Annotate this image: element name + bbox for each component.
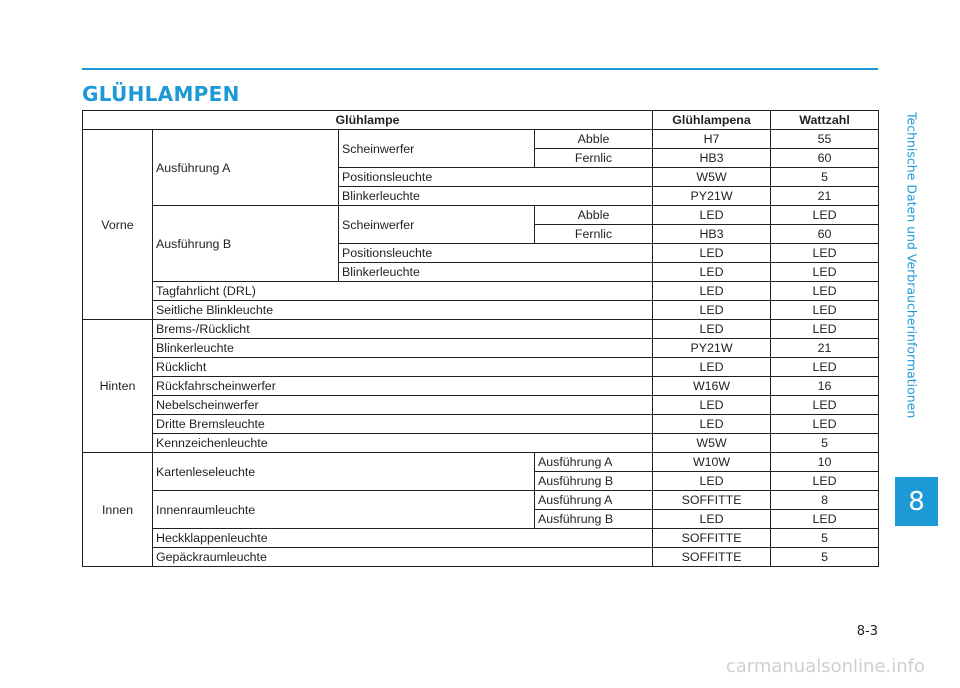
bulb-type-cell: LED — [653, 263, 771, 282]
wattage-cell: LED — [771, 472, 879, 491]
wattage-cell: 8 — [771, 491, 879, 510]
table-row — [83, 320, 879, 339]
table-row — [83, 396, 879, 415]
wattage-cell: LED — [771, 206, 879, 225]
wattage-cell: LED — [771, 415, 879, 434]
headlamp-label: Scheinwerfer — [339, 206, 535, 244]
group-hinten: Hinten — [83, 320, 153, 453]
group-innen: Innen — [83, 453, 153, 567]
wattage-cell: LED — [771, 320, 879, 339]
page-number: 8-3 — [856, 624, 878, 639]
wattage-cell: 5 — [771, 548, 879, 567]
bulb-type-cell: LED — [653, 282, 771, 301]
table-row — [83, 548, 879, 567]
bulb-type-cell: W5W — [653, 434, 771, 453]
room-lamp-label: Innenraumleuchte — [153, 491, 535, 529]
rear-lamp-label: Blinkerleuchte — [153, 339, 653, 358]
wattage-cell: 60 — [771, 225, 879, 244]
table-row — [83, 206, 879, 225]
bulb-type-cell: LED — [653, 320, 771, 339]
wattage-cell: LED — [771, 301, 879, 320]
version-label: Ausführung B — [535, 510, 653, 529]
bulb-type-cell: H7 — [653, 130, 771, 149]
table-row — [83, 301, 879, 320]
bulb-table — [82, 110, 879, 567]
position-lamp-label: Positionsleuchte — [339, 244, 653, 263]
chapter-side-label — [892, 60, 932, 470]
wattage-cell: 5 — [771, 434, 879, 453]
header-bulb-type: Glühlampena — [653, 111, 771, 130]
chapter-number-badge: 8 — [895, 477, 938, 526]
wattage-cell: LED — [771, 282, 879, 301]
bulb-type-cell: LED — [653, 206, 771, 225]
top-rule — [82, 68, 878, 70]
table-row — [83, 491, 879, 510]
wattage-cell: LED — [771, 358, 879, 377]
turn-signal-label: Blinkerleuchte — [339, 187, 653, 206]
bulb-type-cell: SOFFITTE — [653, 491, 771, 510]
bulb-type-cell: LED — [653, 396, 771, 415]
table-row — [83, 415, 879, 434]
rear-lamp-label: Brems-/Rücklicht — [153, 320, 653, 339]
rear-lamp-label: Rücklicht — [153, 358, 653, 377]
table-row — [83, 453, 879, 472]
wattage-cell: 5 — [771, 529, 879, 548]
page-title: GLÜHLAMPEN — [82, 82, 240, 106]
bulb-type-cell: PY21W — [653, 339, 771, 358]
bulb-type-cell: LED — [653, 244, 771, 263]
bulb-type-cell: HB3 — [653, 225, 771, 244]
bulb-type-cell: LED — [653, 472, 771, 491]
bulb-type-cell: SOFFITTE — [653, 548, 771, 567]
rear-lamp-label: Rückfahrscheinwerfer — [153, 377, 653, 396]
rear-lamp-label: Nebelscheinwerfer — [153, 396, 653, 415]
turn-signal-label: Blinkerleuchte — [339, 263, 653, 282]
table-row — [83, 339, 879, 358]
high-beam-label: Fernlic — [535, 225, 653, 244]
wattage-cell: 21 — [771, 339, 879, 358]
bulb-type-cell: PY21W — [653, 187, 771, 206]
table-row — [83, 434, 879, 453]
table-row — [83, 130, 879, 149]
group-vorne: Vorne — [83, 130, 153, 320]
bulb-type-cell: W5W — [653, 168, 771, 187]
low-beam-label: Abble — [535, 206, 653, 225]
wattage-cell: 5 — [771, 168, 879, 187]
table-row — [83, 529, 879, 548]
version-a-label: Ausführung A — [153, 130, 339, 206]
wattage-cell: LED — [771, 510, 879, 529]
wattage-cell: LED — [771, 396, 879, 415]
bulb-type-cell: W16W — [653, 377, 771, 396]
tailgate-lamp-label: Heckklappenleuchte — [153, 529, 653, 548]
bulb-type-cell: LED — [653, 415, 771, 434]
rear-lamp-label: Kennzeichenleuchte — [153, 434, 653, 453]
watermark: carmanualsonline.info — [725, 656, 925, 677]
table-row — [83, 282, 879, 301]
side-turn-label: Seitliche Blinkleuchte — [153, 301, 653, 320]
header-bulb: Glühlampe — [83, 111, 653, 130]
bulb-type-cell: LED — [653, 301, 771, 320]
bulb-type-cell: LED — [653, 510, 771, 529]
wattage-cell: LED — [771, 244, 879, 263]
bulb-type-cell: W10W — [653, 453, 771, 472]
table-header-row — [83, 111, 879, 130]
rear-lamp-label: Dritte Bremsleuchte — [153, 415, 653, 434]
bulb-type-cell: LED — [653, 358, 771, 377]
position-lamp-label: Positionsleuchte — [339, 168, 653, 187]
map-lamp-label: Kartenleseleuchte — [153, 453, 535, 491]
table-row — [83, 358, 879, 377]
version-label: Ausführung B — [535, 472, 653, 491]
version-label: Ausführung A — [535, 491, 653, 510]
bulb-type-cell: SOFFITTE — [653, 529, 771, 548]
wattage-cell: LED — [771, 263, 879, 282]
header-wattage: Wattzahl — [771, 111, 879, 130]
wattage-cell: 16 — [771, 377, 879, 396]
headlamp-label: Scheinwerfer — [339, 130, 535, 168]
cargo-lamp-label: Gepäckraumleuchte — [153, 548, 653, 567]
bulb-type-cell: HB3 — [653, 149, 771, 168]
low-beam-label: Abble — [535, 130, 653, 149]
version-b-label: Ausführung B — [153, 206, 339, 282]
wattage-cell: 60 — [771, 149, 879, 168]
wattage-cell: 21 — [771, 187, 879, 206]
wattage-cell: 55 — [771, 130, 879, 149]
high-beam-label: Fernlic — [535, 149, 653, 168]
wattage-cell: 10 — [771, 453, 879, 472]
drl-label: Tagfahrlicht (DRL) — [153, 282, 653, 301]
chapter-title: Technische Daten und Verbraucherinformationen — [904, 111, 920, 419]
table-row — [83, 377, 879, 396]
version-label: Ausführung A — [535, 453, 653, 472]
